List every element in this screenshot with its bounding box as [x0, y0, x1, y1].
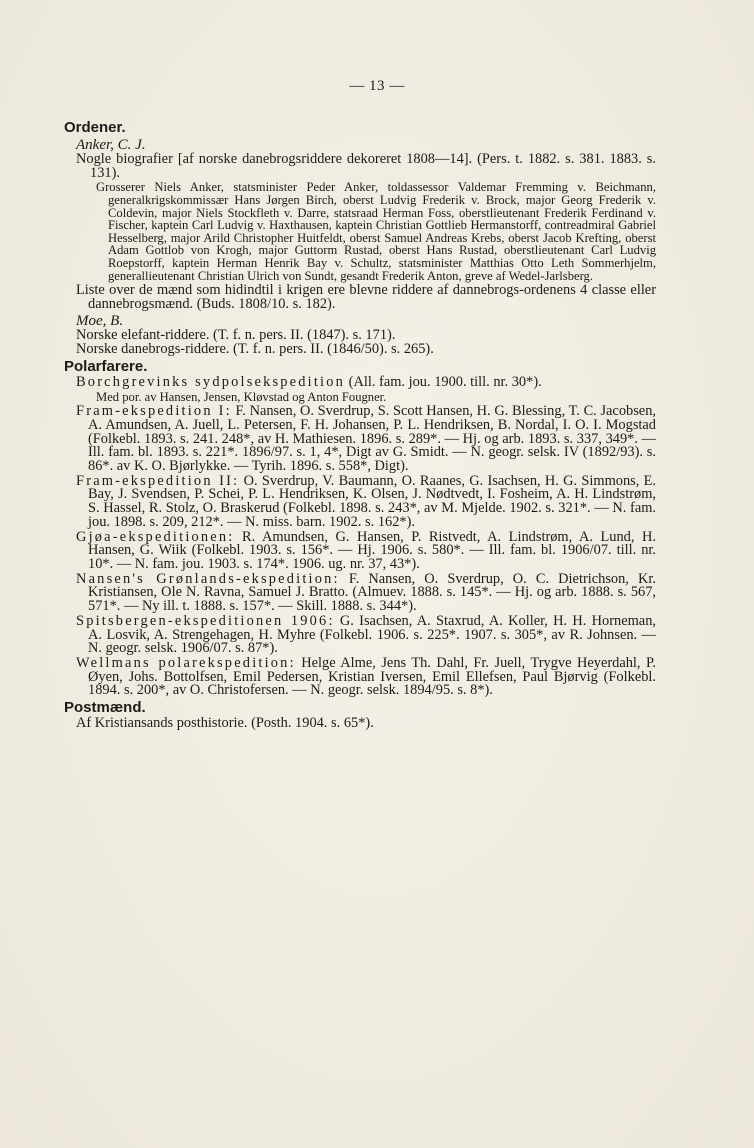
- entry-moe-elefant: Norske elefant-riddere. (T. f. n. pers. II. (1847). s. 171).: [76, 326, 396, 343]
- entry-text: O. Sverdrup, V. Baumann, O. Raanes, G. Isachsen, H. G. Simmons, E. Bay, J. Svendsen, P. Schei, P. L. Hendriksen, K. Olsen, J. Nødtvedt, I. Fosheim, A. H. Lindstrøm, S. Hassel, R. Stolz, O. Braskerud (Folkebl. 1898. s. 243*, av M. Mjelde. 1902. s. 321*. — N. fam. jou. 1898. s. 209, 212*. — N. miss. barn. 1902. s. 162*).: [88, 472, 656, 530]
- entry-moe-danebrog: Norske danebrogs-riddere. (T. f. n. pers. II. (1846/50). s. 265).: [76, 341, 434, 358]
- note-anker-names: Grosserer Niels Anker, statsminister Peder Anker, toldassessor Valdemar Fremming v. Beichmann, generalkrigskommissær Hans Jørgen Birch, oberst Ludvig Frederik v. Brock, major Georg Frederik v. Coldevin, major Niels Stockfleth v. Darre, statsraad Herman Foss, oberstlieutenant Frederik Ferdinand v. Fischer, kaptein Carl Ludvig v. Haxthausen, kaptein Christian Gottlieb Hermanstorff, contreadmiral Gabriel Hesselberg, major Arild Christopher Huitfeldt, oberst Samuel Andreas Krebs, oberst Jacob Krefting, oberst Adam Gottlob von Krogh, major Guttorm Rustad, oberst Hans Rustad, oberstlieutenant Carl Ludvig Roepstorff, kaptein Herman Henrik Bay v. Schultz, statsminister Matthias Otto Leth Sommerhjelm, generallieutenant Christian Ulrich von Sundt, gesandt Frederik Anton, greve af Wedel-Jarlsberg.: [96, 180, 656, 283]
- entry-anker-liste: Liste over de mænd som hidindtil i krigen ere blevne riddere af dannebrogs-ordenens 4 classe eller dannebrogsmænd. (Buds. 1808/10. s. 182).: [76, 282, 656, 312]
- entry-title: Borchgrevinks sydpolsekspedition: [76, 373, 346, 390]
- entry-text: R. Amundsen, G. Hansen, P. Ristvedt, A. Lindstrøm, A. Lund, H. Hansen, G. Wiik (Folkebl. 1903. s. 156*. — Hj. 1906. s. 580*. — Ill. fam. bl. 1906/07. till. nr. 10*. — N. fam. jou. 1903. s. 174*. 1906. ug. nr. 37, 43*).: [88, 528, 656, 572]
- entry-title: Spitsbergen-ekspeditionen 1906:: [76, 612, 335, 629]
- entry-borchgrevink: [64, 373, 656, 390]
- section-heading-ordener: Ordener.: [64, 119, 126, 136]
- entry-kristiansand-post: Af Kristiansands posthistorie. (Posth. 1904. s. 65*).: [76, 715, 374, 732]
- section-heading-polarfarere: Polarfarere.: [64, 357, 148, 375]
- entry-wellman: [64, 654, 656, 699]
- entry-title: Fram-ekspedition II:: [76, 472, 240, 489]
- author-moe: Moe, B.: [76, 312, 124, 329]
- entry-title: Wellmans polarekspedition:: [76, 654, 296, 671]
- entry-title: Nansen's Grønlands-ekspedition:: [76, 570, 340, 587]
- page-number: — 13 —: [349, 78, 405, 94]
- entry-title: Gjøa-ekspeditionen:: [76, 528, 235, 545]
- entry-anker-biografier: Nogle biografier [af norske danebrogsriddere dekoreret 1808—14]. (Pers. t. 1882. s. 381. 1883. s. 131).: [76, 151, 656, 181]
- entry-text: G. Isachsen, A. Staxrud, A. Koller, H. H. Horneman, A. Losvik, A. Strengehagen, H. Myhre (Folkebl. 1906. s. 225*. 1907. s. 305*, av R. Johnsen. — N. geogr. selsk. 1906/07. s. 87*).: [88, 612, 656, 657]
- section-heading-postmaend: Postmænd.: [64, 699, 146, 717]
- entry-text: Helge Alme, Jens Th. Dahl, Fr. Juell, Trygve Heyerdahl, P. Øyen, Johs. Bottolfsen, Emil Pedersen, Kristian Iversen, Emil Ellefsen, Paul Bjørvig (Folkebl. 1894. s. 200*, av O. Christofersen. — N. geogr. selsk. 1894/95. s. 8*).: [88, 654, 656, 699]
- entry-nansen-gronland: [64, 570, 656, 615]
- entry-fram-1: [64, 405, 656, 474]
- entry-text: F. Nansen, O. Sverdrup, S. Scott Hansen, H. G. Blessing, T. C. Jacobsen, A. Amundsen, A. Juell, L. Petersen, F. H. Johansen, P. L. Hendriksen, B. Nordal, I. O. I. Mogstad (Folkebl. 1893. s. 241. 248*, av H. Mathiesen. 1896. s. 289*. — Hj. og arb. 1893. s. 337, 349*. — Ill. fam. bl. 1893. s. 221*. 1896/97. s. 1, 4*, Digt av G. Smidt. — N. geogr. selsk. IV (1892/93). s. 86*. av K. O. Bjørlykke. — Tyrih. 1896. s. 558*, Digt).: [88, 403, 656, 475]
- page-content: [64, 118, 656, 732]
- entry-text: F. Nansen, O. Sverdrup, O. C. Dietrichson, Kr. Kristiansen, Ole N. Ravna, Samuel J. Bratto. (Almuev. 1888. s. 145*. — Hj. og arb. 1888. s. 567, 571*. — Ny ill. t. 1888. s. 157*. — Skill. 1888. s. 344*).: [88, 570, 656, 615]
- entry-text: (All. fam. jou. 1900. till. nr. 30*).: [345, 373, 542, 390]
- author-anker: Anker, C. J.: [76, 137, 146, 153]
- entry-title: Fram-ekspedition I:: [76, 403, 232, 420]
- entry-fram-2: [64, 472, 656, 530]
- entry-spitsbergen: [64, 612, 656, 657]
- entry-gjoa: [64, 528, 656, 572]
- note-borchgrevink: Med por. av Hansen, Jensen, Kløvstad og Anton Fougner.: [96, 389, 387, 404]
